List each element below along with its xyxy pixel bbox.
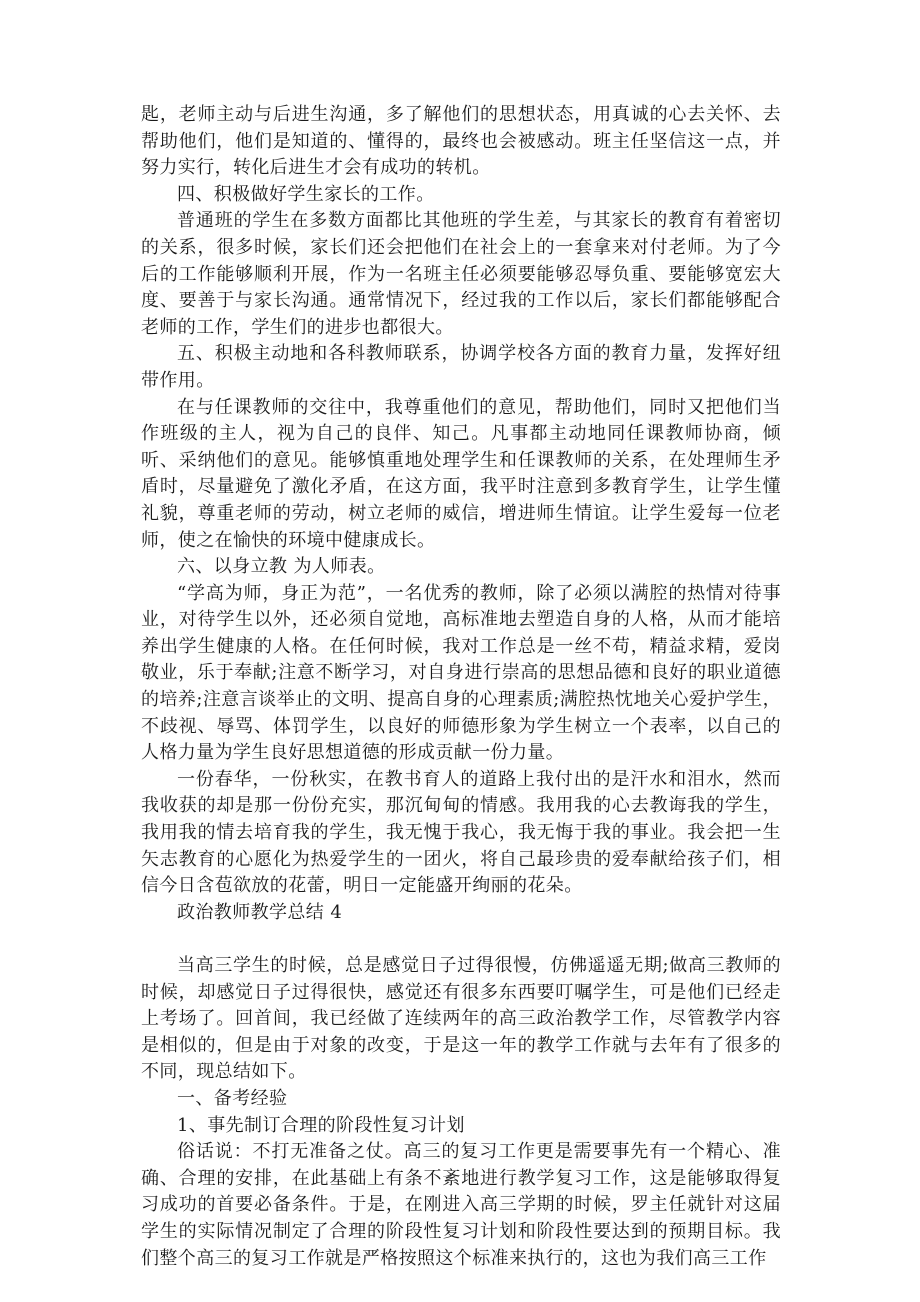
paragraph-intro: 当高三学生的时候，总是感觉日子过得很慢，仿佛遥遥无期;做高三教师的时候，却感觉日子过得很快，感觉还有很多东西要叮嘱学生，可是他们已经走上考场了。回首间，我已经做了连续两年的高三政治教学工作，尽管教学内容是相似的，但是由于对象的改变，于是这一年的教学工作就与去年有了很多的不同，现总结如下。 [141, 955, 781, 1083]
document-body [141, 102, 781, 1272]
paragraph-role-model: “学高为师，身正为范”，一名优秀的教师，除了必须以满腔的热情对待事业，对待学生以外，还必须自觉地，高标准地去塑造自身的人格，从而才能培养出学生健康的人格。在任何时候，我对工作总是一丝不苟，精益求精，爱岗敬业，乐于奉献;注意不断学习，对自身进行崇高的思想品德和良好的职业道德的培养;注意言谈举止的文明、提高自身的心理素质;满腔热忱地关心爱护学生，不歧视、辱骂、体罚学生，以良好的师德形象为学生树立一个表率，以自己的人格力量为学生良好思想道德的形成贡献一份力量。 [141, 582, 781, 764]
paragraph-teachers: 在与任课教师的交往中，我尊重他们的意见，帮助他们，同时又把他们当作班级的主人，视为自己的良伴、知己。凡事都主动地同任课教师协商，倾听、采纳他们的意见。能够慎重地处理学生和任课教师的关系，在处理师生矛盾时，尽量避免了激化矛盾，在这方面，我平时注意到多教育学生，让学生懂礼貌，尊重老师的劳动，树立老师的威信，增进师生情谊。让学生爱每一位老师，使之在愉快的环境中健康成长。 [141, 396, 781, 551]
section-heading-6: 六、以身立教 为人师表。 [177, 556, 386, 578]
section-heading-experience: 一、备考经验 [177, 1087, 288, 1109]
paragraph-parents: 普通班的学生在多数方面都比其他班的学生差，与其家长的教育有着密切的关系，很多时候，家长们还会把他们在社会上的一套拿来对付老师。为了今后的工作能够顺利开展，作为一名班主任必须要能够忍辱负重、要能够宽宏大度、要善于与家长沟通。通常情况下，经过我的工作以后，家长们都能够配合老师的工作，学生们的进步也都很大。 [141, 210, 781, 338]
section-heading-5: 五、积极主动地和各科教师联系，协调学校各方面的教育力量，发挥好纽带作用。 [141, 343, 781, 391]
section-heading-4: 四、积极做好学生家长的工作。 [177, 183, 435, 205]
paragraph-conclusion: 一份春华，一份秋实，在教书育人的道路上我付出的是汗水和泪水，然而我收获的却是那一份份充实，那沉甸甸的情感。我用我的心去教诲我的学生，我用我的情去培育我的学生，我无愧于我心，我无悔于我的事业。我会把一生矢志教育的心愿化为热爱学生的一团火，将自己最珍贵的爱奉献给孩子们，相信今日含苞欲放的花蕾，明日一定能盛开绚丽的花朵。 [141, 768, 781, 897]
paragraph-plan: 俗话说：不打无准备之仗。高三的复习工作更是需要事先有一个精心、准确、合理的安排，在此基础上有条不紊地进行教学复习工作，这是能够取得复习成功的首要必备条件。于是，在刚进入高三学期的时候，罗主任就针对这届学生的实际情况制定了合理的阶段性复习计划和阶段性要达到的预期目标。我们整个高三的复习工作就是严格按照这个标准来执行的，这也为我们高三工作 [141, 1141, 781, 1269]
document-subtitle: 政治教师教学总结 4 [177, 901, 343, 923]
subsection-heading-plan: 1、事先制订合理的阶段性复习计划 [177, 1114, 465, 1136]
blank-line [141, 926, 781, 953]
paragraph-continuation: 匙，老师主动与后进生沟通，多了解他们的思想状态，用真诚的心去关怀、去帮助他们，他们是知道的、懂得的，最终也会被感动。班主任坚信这一点，并努力实行，转化后进生才会有成功的转机。 [141, 104, 781, 179]
